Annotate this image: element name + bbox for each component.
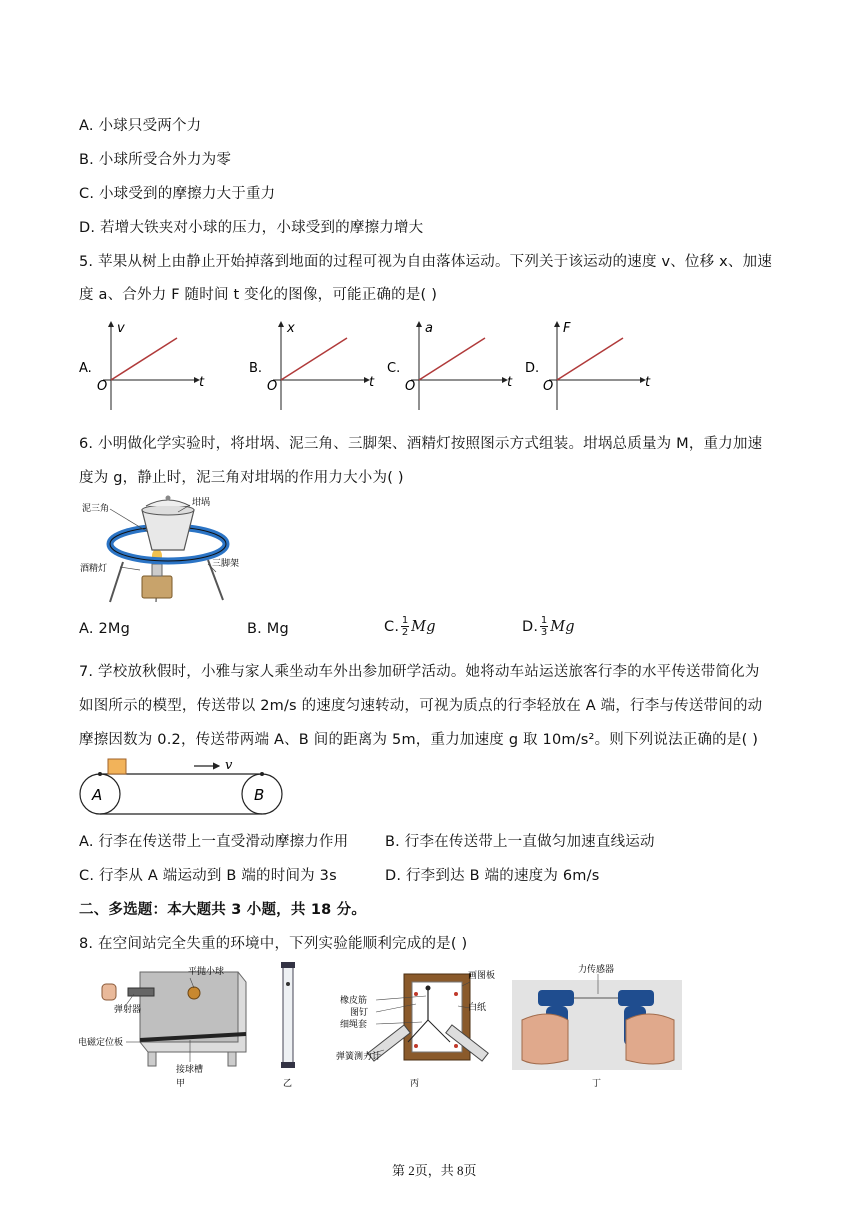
origin-label: O (405, 379, 416, 394)
right-hand (626, 1014, 674, 1064)
q6-option-a: A. 2Mg (79, 621, 131, 637)
label-crucible: 坩埚 (192, 498, 211, 508)
label-scale: 弹簧测力计 (336, 1052, 382, 1062)
q6-option-c: C. 1 2 Mg (384, 615, 436, 638)
figure-yi (276, 960, 300, 1088)
figure-ding (508, 960, 688, 1088)
label-ball: 平抛小球 (188, 967, 225, 977)
graph-line (111, 338, 177, 380)
left-hand (522, 1014, 568, 1064)
section-heading: 二、多选题：本大题共 3 小题，共 18 分。 (79, 902, 367, 918)
y-axis-label: x (287, 321, 295, 336)
figure-bing (336, 960, 496, 1088)
q5-stem-line1: 5. 苹果从树上由静止开始掉落到地面的过程可视为自由落体运动。下列关于该运动的速度 v、位移 x、加速 (79, 254, 773, 270)
graph-d (525, 321, 651, 410)
graph-line (557, 338, 623, 380)
ball (188, 987, 200, 999)
x-axis-label: t (645, 375, 651, 390)
label-clay-triangle: 泥三角 (82, 504, 110, 514)
alcohol-lamp-body (142, 576, 172, 598)
q5-graphs (75, 318, 675, 413)
q4-option-a: A. 小球只受两个力 (79, 118, 202, 134)
caption-jia: 甲 (176, 1079, 186, 1088)
graph-c (387, 321, 513, 410)
crucible-cup (142, 510, 194, 550)
q7-stem-line1: 7. 学校放秋假时，小雅与家人乘坐动车外出参加研学活动。她将动车站运送旅客行李的水平传送带简化为 (79, 664, 760, 680)
label-tripod: 三脚架 (212, 559, 240, 569)
q7-option-c: C. 行李从 A 端运动到 B 端的时间为 3s (79, 868, 337, 884)
q4-option-d: D. 若增大铁夹对小球的压力，小球受到的摩擦力增大 (79, 220, 424, 236)
x-axis-label: t (369, 375, 375, 390)
q8-stem: 8. 在空间站完全失重的环境中，下列实验能顺利完成的是( ) (79, 936, 468, 952)
q6-option-b: B. Mg (247, 621, 289, 637)
origin-label: O (97, 379, 108, 394)
q7-option-a: A. 行李在传送带上一直受滑动摩擦力作用 (79, 834, 349, 850)
graph-b (249, 321, 375, 410)
caption-bing: 丙 (410, 1079, 420, 1088)
q7-stem-line2: 如图所示的模型，传送带以 2m/s 的速度匀速转动，可视为质点的行李轻放在 A 端，行李与传送带间的动 (79, 698, 763, 714)
caption-ding: 丁 (592, 1079, 602, 1088)
option-label: B. (249, 361, 263, 376)
graph-line (419, 338, 485, 380)
label-launcher: 弹射器 (114, 1005, 142, 1015)
label-rope: 细绳套 (340, 1020, 368, 1030)
velocity-label: v (225, 758, 233, 773)
q4-option-c: C. 小球受到的摩擦力大于重力 (79, 186, 276, 202)
label-sensor: 力传感器 (578, 965, 615, 975)
label-a: A (92, 786, 103, 804)
luggage-box (108, 759, 126, 774)
label-nail: 图钉 (350, 1008, 369, 1018)
graph-a (79, 321, 205, 410)
option-label: A. (79, 361, 92, 376)
q6-stem-line1: 6. 小明做化学实验时，将坩埚、泥三角、三脚架、酒精灯按照图示方式组装。坩埚总质量为 M，重力加速 (79, 436, 763, 452)
label-paper: 白纸 (468, 1003, 487, 1013)
label-plate: 电磁定位板 (78, 1038, 124, 1048)
q4-option-b: B. 小球所受合外力为零 (79, 152, 232, 168)
x-axis-label: t (507, 375, 513, 390)
option-label: D. (525, 361, 540, 376)
q6-stem-line2: 度为 g，静止时，泥三角对坩埚的作用力大小为( ) (79, 470, 404, 486)
q7-stem-line3: 摩擦因数为 0.2，传送带两端 A、B 间的距离为 5m，重力加速度 g 取 10m/s²。则下列说法正确的是( ) (79, 732, 759, 748)
q5-stem-line2: 度 a、合外力 F 随时间 t 变化的图像，可能正确的是( ) (79, 287, 438, 303)
option-label: C. (387, 361, 401, 376)
y-axis-label: v (117, 321, 125, 336)
crucible-figure (78, 492, 278, 604)
y-axis-label: a (425, 321, 433, 336)
q6-option-d: D. 1 3 Mg (522, 615, 575, 638)
q7-option-b: B. 行李在传送带上一直做匀加速直线运动 (385, 834, 655, 850)
graph-line (281, 338, 347, 380)
q7-option-d: D. 行李到达 B 端的速度为 6m/s (385, 868, 600, 884)
origin-label: O (543, 379, 554, 394)
label-groove: 接球槽 (176, 1065, 204, 1075)
label-lamp: 酒精灯 (80, 564, 108, 574)
label-b: B (254, 786, 265, 804)
hand (102, 984, 116, 1000)
origin-label: O (267, 379, 278, 394)
page-footer: 第 2页，共 8页 (392, 1163, 477, 1178)
x-axis-label: t (199, 375, 205, 390)
conveyor-figure (78, 756, 288, 818)
caption-yi: 乙 (283, 1079, 293, 1088)
label-board: 画图板 (468, 971, 496, 981)
label-rubber: 橡皮筋 (340, 996, 368, 1006)
figure-jia (78, 960, 253, 1088)
y-axis-label: F (563, 321, 571, 336)
